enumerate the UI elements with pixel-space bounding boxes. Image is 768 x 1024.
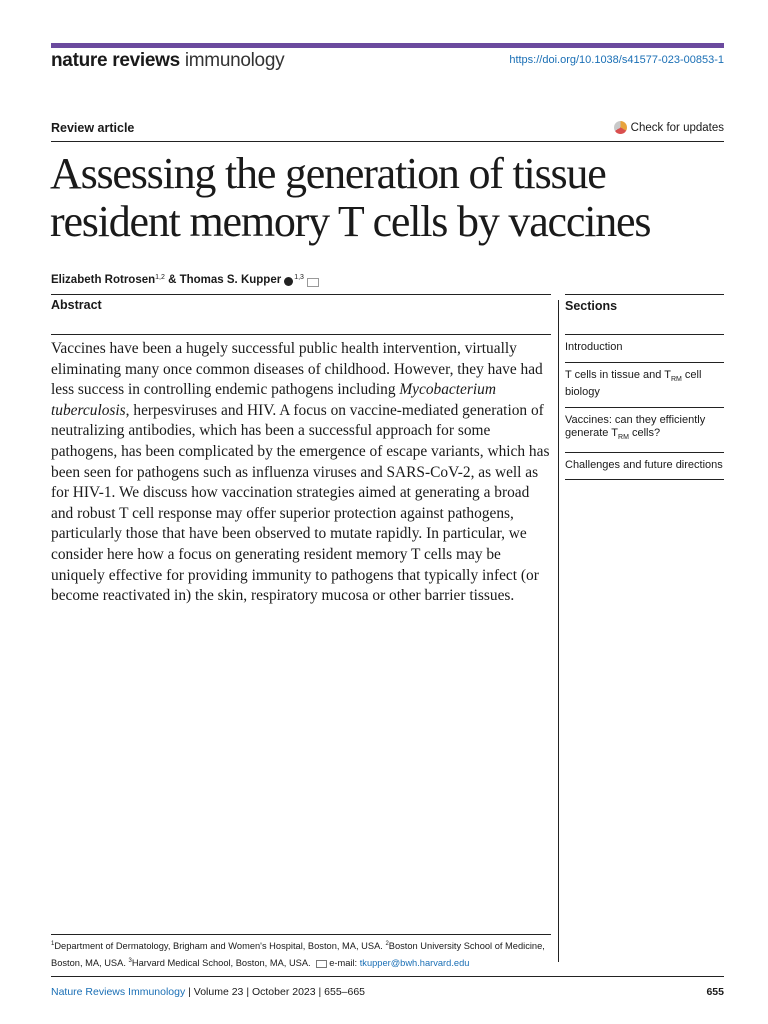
divider [51, 976, 724, 977]
divider [51, 141, 724, 142]
author-name[interactable]: Thomas S. Kupper [179, 274, 282, 286]
author-joiner: & [164, 274, 180, 286]
affiliation-text: Boston University School of Medicine, Boston, MA, USA. [51, 941, 545, 969]
section-link-introduction[interactable] [565, 334, 724, 362]
column-divider [558, 300, 559, 962]
author-name[interactable]: Elizabeth Rotrosen [51, 274, 156, 286]
section-link-label: cells? [628, 427, 661, 440]
section-link-challenges[interactable] [565, 452, 724, 481]
section-link-label: Vaccines: can they efficiently generate T [565, 413, 706, 440]
email-icon [316, 960, 327, 968]
check-updates-icon [614, 121, 627, 134]
check-for-updates-button[interactable] [614, 121, 724, 134]
doi-link[interactable]: https://doi.org/10.1038/s41577-023-00853-1 [509, 54, 724, 66]
section-link-label: T cells in tissue and T [565, 368, 671, 381]
article-type: Review article [51, 121, 135, 135]
divider [51, 294, 551, 295]
affiliation-text: Department of Dermatology, Brigham and Women's Hospital, Boston, MA, USA. [54, 941, 386, 952]
affiliation-text: Harvard Medical School, Boston, MA, USA. [131, 958, 314, 969]
affiliations [51, 937, 551, 971]
footer-citation [51, 986, 365, 998]
sections-heading: Sections [565, 299, 618, 313]
abstract-text: , herpesviruses and HIV. A focus on vaccine-mediated generation of neutralizing antibodies, which has been a successful approach for some pathogens, has been complicated by the emergence of escape variants, which has been seen for pathogens such as influenza viruses and SARS-CoV-2, as well as for HIV-1. We discuss how vaccination strategies aimed at generating a broad and robust T cell response may offer superior protection against pathogens, particularly those that have been observed to mutate rapidly. In particular, we consider here how a focus on generating resident memory T cells may be uniquely effective for providing immunity to pathogens that typically infect (or become reactivated in) the skin, respiratory mucosa or other barrier tissues. [51, 401, 550, 605]
article-title: Assessing the generation of tissue resident memory T cells by vaccines [50, 149, 651, 246]
section-link-label: Introduction [565, 341, 623, 353]
author-affil-sup: 1,2 [155, 274, 165, 281]
email-icon[interactable] [307, 278, 319, 287]
section-link-label: cell biology [565, 368, 702, 399]
section-link-sub: RM [670, 375, 682, 383]
divider [51, 334, 551, 335]
section-link-vaccines[interactable] [565, 407, 724, 452]
section-link-sub: RM [618, 434, 629, 442]
divider [565, 294, 724, 295]
journal-logo [51, 50, 284, 72]
affil-sup: 3 [128, 958, 132, 965]
email-label: e-mail: [329, 958, 360, 969]
check-updates-label: Check for updates [630, 121, 724, 134]
journal-accent-bar [51, 43, 724, 48]
email-link[interactable]: tkupper@bwh.harvard.edu [359, 958, 470, 969]
abstract-text: Vaccines have been a hugely successful public health intervention, virtually eliminating many once common diseases of childhood. However, they have had less success in controlling endemic pathogens including [51, 340, 543, 399]
divider [51, 934, 551, 935]
journal-name-bold: nature reviews [51, 50, 180, 71]
abstract-heading: Abstract [51, 298, 102, 312]
affil-sup: 1 [51, 941, 55, 947]
abstract-body [51, 339, 553, 607]
abstract-paragraph [51, 339, 553, 607]
author-affil-sup: 1,3 [294, 274, 304, 281]
author-list [51, 274, 319, 287]
section-link-t-cells[interactable] [565, 362, 724, 407]
footer-citation-details: | Volume 23 | October 2023 | 655–665 [185, 986, 366, 998]
orcid-icon[interactable] [284, 277, 293, 286]
affil-sup: 2 [385, 941, 389, 947]
sections-nav [565, 334, 724, 480]
page-number: 655 [706, 986, 724, 998]
abstract-italic-term: Mycobacterium tuberculosis [51, 381, 496, 419]
section-link-label: Challenges and future directions [565, 458, 723, 471]
journal-name-light: immunology [184, 50, 285, 71]
footer-journal-link[interactable]: Nature Reviews Immunology [51, 986, 186, 998]
